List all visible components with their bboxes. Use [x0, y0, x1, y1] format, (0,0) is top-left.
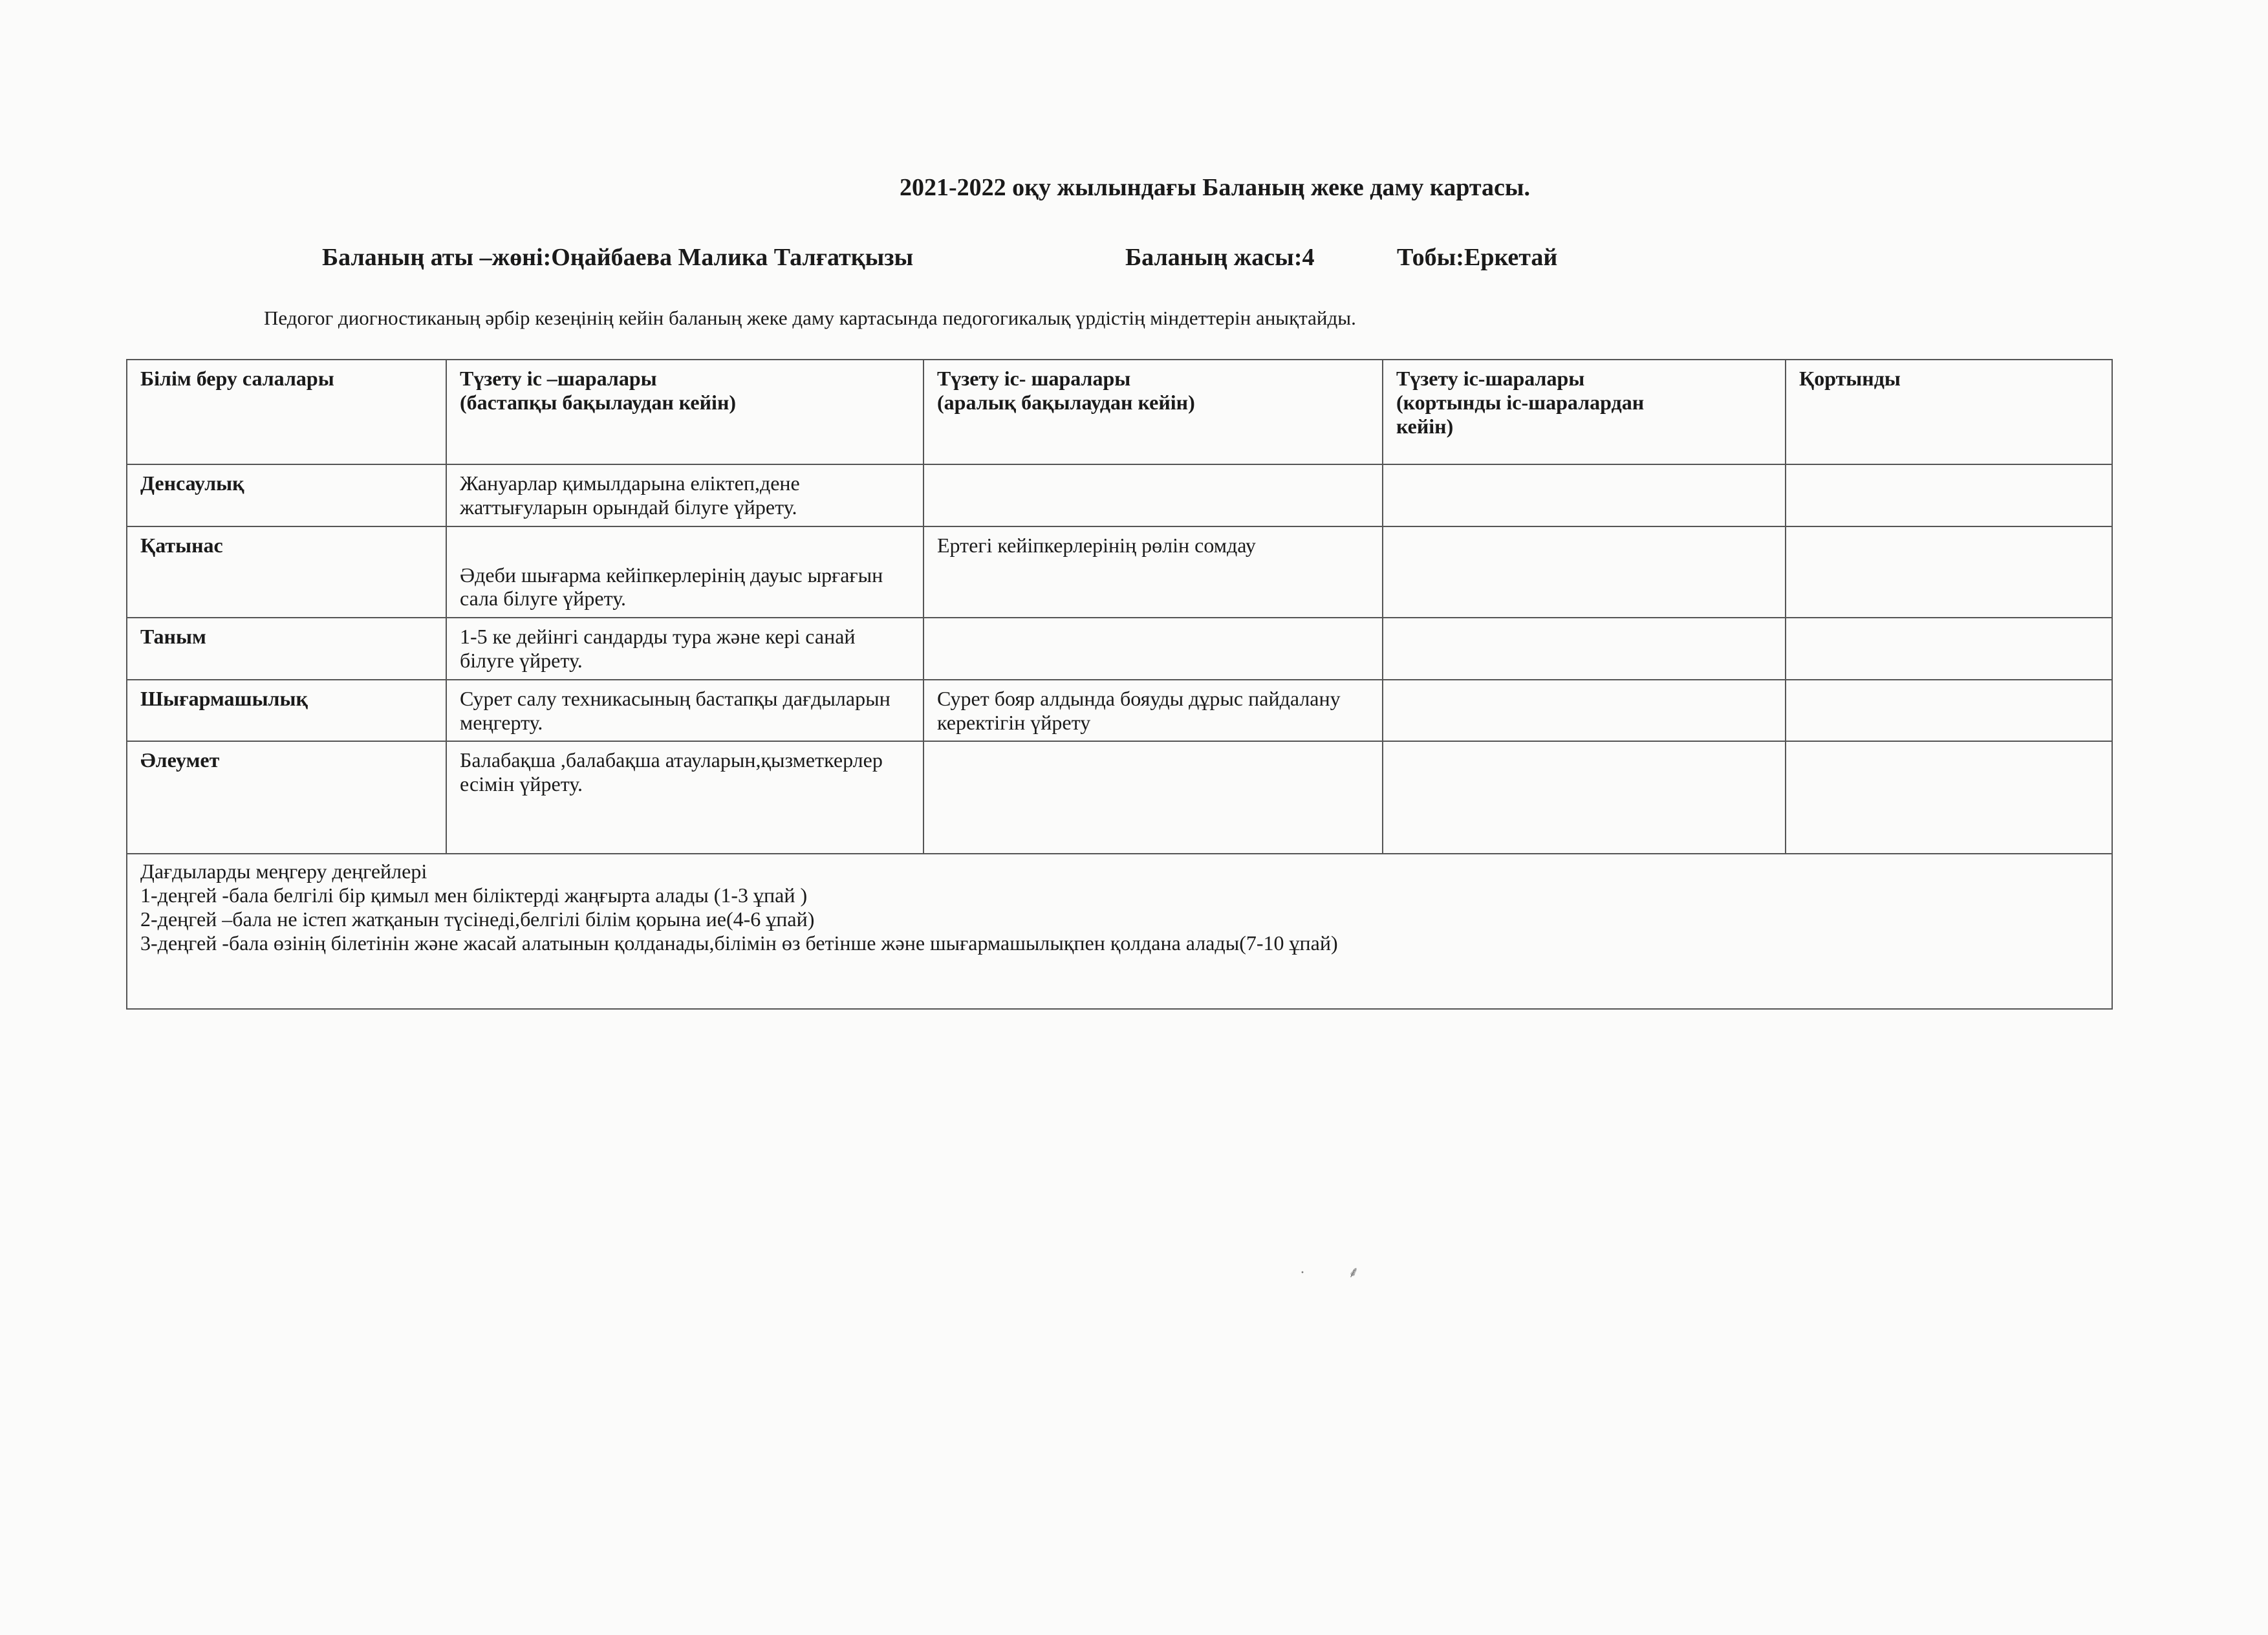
level-item: 2-деңгей –бала не істеп жатқанын түсінеді,белгілі білім қорына ие(4-6 ұпай) [140, 907, 815, 931]
result-cell [1786, 618, 2112, 680]
initial-cell: Жануарлар қимылдарына еліктеп,дене жаттығуларын орындай білуге үйрету. [446, 464, 923, 526]
initial-cell: Балабақша ,балабақша атауларын,қызметкерлер есімін үйрету. [446, 741, 923, 854]
table-header-row [127, 360, 2112, 464]
final-cell [1383, 464, 1786, 526]
table-row [127, 526, 2112, 618]
initial-cell: 1-5 ке дейінгі сандарды тура және кері санай білуге үйрету. [446, 618, 923, 680]
child-group [1397, 243, 1557, 272]
header-result: Қортынды [1786, 360, 2112, 464]
table-row [127, 464, 2112, 526]
child-name-value: Оңайбаева Малика Талғатқызы [551, 244, 914, 271]
mid-cell [923, 464, 1383, 526]
child-age-label: Баланың жасы: [1125, 244, 1302, 271]
header-mid: Түзету іс- шаралары (аралық бақылаудан кейін) [923, 360, 1383, 464]
mid-cell [923, 741, 1383, 854]
intro-text: Педогог диогностиканың әрбір кезеңінің кейін баланың жеке даму картасында педогогикалық үрдістің міндеттерін анықтайды. [264, 307, 1356, 329]
levels-cell [127, 854, 2112, 1009]
header-final: Түзету іс-шаралары (кортынды іс-шаралардан кейін) [1383, 360, 1786, 464]
area-cell: Шығармашылық [127, 680, 446, 742]
area-cell: Денсаулық [127, 464, 446, 526]
development-card-table [126, 359, 2113, 1010]
table-row [127, 680, 2112, 742]
area-cell: Қатынас [127, 526, 446, 618]
final-cell [1383, 526, 1786, 618]
header-initial: Түзету іс –шаралары (бастапқы бақылаудан кейін) [446, 360, 923, 464]
final-cell [1383, 680, 1786, 742]
level-item: 3-деңгей -бала өзінің білетінін және жасай алатынын қолданады,білімін өз бетінше және шығармашылықпен қолдана алады(7-10 ұпай) [140, 931, 1338, 955]
result-cell [1786, 464, 2112, 526]
area-cell: Таным [127, 618, 446, 680]
mid-cell [923, 618, 1383, 680]
area-cell: Әлеумет [127, 741, 446, 854]
child-name [322, 243, 913, 272]
level-item: 1-деңгей -бала белгілі бір қимыл мен біліктерді жаңғырта алады (1-3 ұпай ) [140, 883, 808, 907]
final-cell [1383, 741, 1786, 854]
scan-speck: · ⸙ [1300, 1264, 1359, 1281]
final-cell [1383, 618, 1786, 680]
child-group-value: Еркетай [1463, 244, 1558, 271]
document-title: 2021-2022 оқу жылындағы Баланың жеке даму картасы. [900, 174, 1530, 201]
result-cell [1786, 526, 2112, 618]
child-age-value: 4 [1302, 244, 1315, 271]
mid-cell: Ертегі кейіпкерлерінің рөлін сомдау [923, 526, 1383, 618]
mid-cell: Сурет бояр алдында бояуды дұрыс пайдалану керектігін үйрету [923, 680, 1383, 742]
table-row [127, 741, 2112, 854]
table-row [127, 618, 2112, 680]
header-areas: Білім беру салалары [127, 360, 446, 464]
result-cell [1786, 680, 2112, 742]
initial-cell: Әдеби шығарма кейіпкерлерінің дауыс ырғағын сала білуге үйрету. [446, 526, 923, 618]
levels-row [127, 854, 2112, 1009]
child-name-label: Баланың аты –жөні: [322, 244, 552, 271]
child-age [1125, 243, 1314, 272]
result-cell [1786, 741, 2112, 854]
child-group-label: Тобы: [1397, 244, 1464, 271]
levels-title: Дағдыларды меңгеру деңгейлері [140, 860, 427, 883]
initial-cell: Сурет салу техникасының бастапқы дағдыларын меңгерту. [446, 680, 923, 742]
